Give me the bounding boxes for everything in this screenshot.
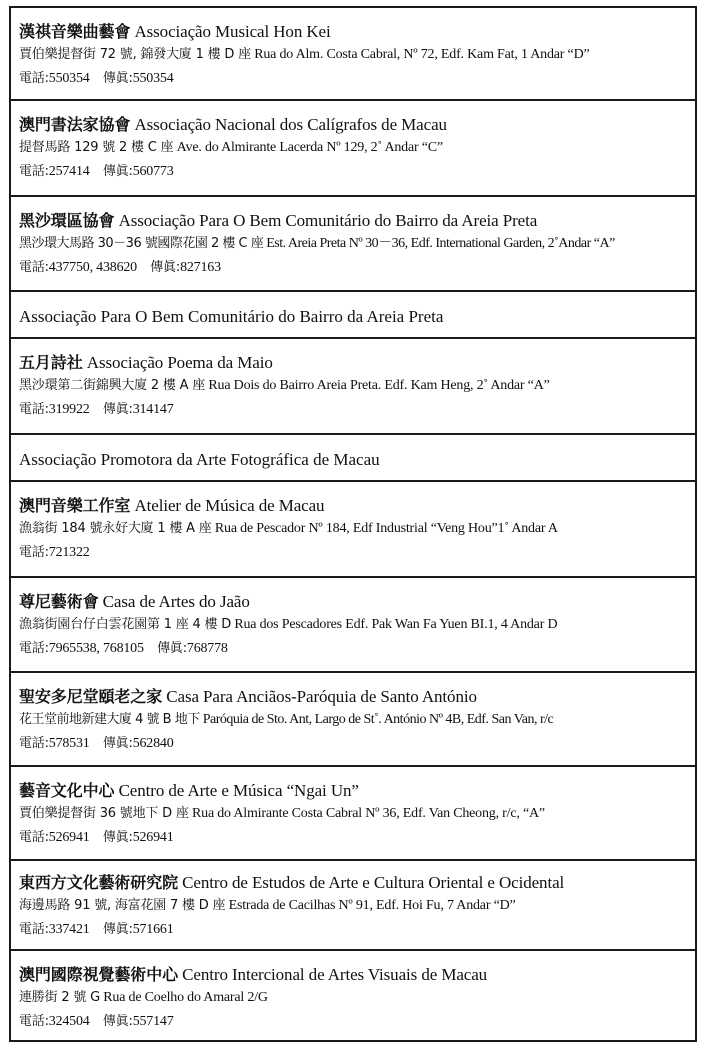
tel-number: 437750, 438620 [48,260,137,275]
entry-title [19,963,687,986]
directory-entry [11,482,695,578]
fax-number: 562840 [132,736,174,751]
entry-address-portuguese: Rua do Alm. Costa Cabral, Nº 72, Edf. Kam Fat, 1 Andar “D” [254,47,590,62]
directory-entry [11,197,695,292]
entry-address [19,374,687,398]
entry-title [19,590,687,613]
entry-title [19,351,687,374]
entry-title [19,494,687,517]
tel-number: 324504 [48,1014,90,1029]
directory-entry [11,101,695,197]
fax-label: 傳眞: [102,922,133,937]
tel-label: 電話: [19,260,49,275]
entry-name-portuguese: Centro de Estudos de Arte e Cultura Oriental e Ocidental [182,873,565,892]
fax-label: 傳眞: [102,71,133,86]
directory-frame [9,6,697,1042]
directory-entry [11,673,695,767]
tel-label: 電話: [19,402,49,417]
tel-number: 319922 [48,402,90,417]
entry-address-chinese: 賈伯樂提督街 36 號地下 D 座 [19,806,189,821]
directory-entry [11,578,695,673]
directory-entry [11,767,695,861]
entry-name-chinese: 東西方文化藝術研究院 [19,873,179,892]
entry-name-portuguese: Associação Musical Hon Kei [134,22,331,41]
entry-name-portuguese: Centro de Arte e Música “Ngai Un” [118,781,359,800]
entry-contact [19,67,687,91]
entry-title [19,113,687,136]
entry-address-portuguese: Rua de Pescador Nº 184, Edf Industrial “Veng Hou”1˚ Andar A [214,521,558,536]
fax-label: 傳眞: [150,260,181,275]
tel-number: 257414 [48,164,90,179]
entry-address-chinese: 賈伯樂提督街 72 號, 錦發大廈 1 樓 D 座 [19,47,251,62]
entry-address [19,517,687,541]
entry-address [19,708,687,732]
entry-address [19,613,687,637]
entry-name-chinese: 藝音文化中心 [19,781,115,800]
entry-address [19,986,687,1010]
entry-name-portuguese: Associação Promotora da Arte Fotográfica de Macau [19,450,380,469]
entry-address-chinese: 黑沙環第二街錦興大廈 2 樓 A 座 [19,378,206,393]
entry-address-portuguese: Rua do Almirante Costa Cabral Nº 36, Edf. Van Cheong, r/c, “A” [192,806,545,821]
tel-number: 7965538, 768105 [48,641,144,656]
fax-label: 傳眞: [157,641,187,656]
tel-label: 電話: [19,164,49,179]
entry-address-portuguese: Rua Dois do Bairro Areia Preta. Edf. Kam Heng, 2˚ Andar “A” [208,378,550,393]
directory-entry [11,8,695,101]
tel-label: 電話: [19,736,49,751]
entry-title [19,685,687,708]
entry-contact [19,1010,687,1034]
tel-label: 電話: [19,830,49,845]
entry-title [19,871,687,894]
entry-name-portuguese: Casa Para Anciãos-Paróquia de Santo António [166,687,477,706]
directory-entry [11,951,695,1040]
tel-label: 電話: [19,641,49,656]
entry-address-chinese: 黑沙環大馬路 30－36 號國際花園 2 樓 C 座 [19,236,264,251]
entry-address-portuguese: Est. Areia Preta Nº 30－36, Edf. International Garden, 2˚Andar “A” [266,236,615,251]
entry-address-chinese: 花王堂前地新建大廈 4 號 B 地下 [19,712,200,727]
tel-label: 電話: [19,545,49,560]
entry-address-portuguese: Rua de Coelho do Amaral 2/G [103,990,268,1005]
entry-name-portuguese: Casa de Artes do Jaão [102,592,250,611]
entry-name-chinese: 黑沙環區協會 [19,211,115,230]
fax-label: 傳眞: [102,164,133,179]
fax-number: 314147 [132,402,174,417]
entry-contact [19,398,687,422]
entry-address-portuguese: Ave. do Almirante Lacerda Nº 129, 2˚ Andar “C” [176,140,443,155]
directory-entry [11,292,695,339]
entry-address [19,136,687,160]
entry-contact [19,637,687,661]
entry-name-portuguese: Associação Nacional dos Calígrafos de Macau [134,115,447,134]
fax-number: 560773 [132,164,174,179]
tel-number: 526941 [48,830,90,845]
entry-address-chinese: 漁翁街 184 號永好大廈 1 樓 A 座 [19,521,212,536]
entry-title [19,209,687,232]
entry-contact [19,826,687,850]
entry-name-portuguese: Associação Para O Bem Comunitário do Bairro da Areia Preta [19,307,444,326]
entry-address-chinese: 提督馬路 129 號 2 樓 C 座 [19,140,174,155]
entry-address-chinese: 連勝街 2 號 G [19,990,100,1005]
directory-entry [11,339,695,435]
tel-number: 721322 [48,545,90,560]
entry-name-portuguese: Associação Para O Bem Comunitário do Bairro da Areia Preta [118,211,538,230]
fax-number: 557147 [132,1014,174,1029]
entry-name-chinese: 澳門音樂工作室 [19,496,131,515]
entry-address-chinese: 海邊馬路 91 號, 海富花園 7 樓 D 座 [19,898,226,913]
entry-contact [19,918,687,942]
entry-name-chinese: 澳門國際視覺藝術中心 [19,965,179,984]
entry-name-chinese: 澳門書法家協會 [19,115,131,134]
entry-name-chinese: 五月詩社 [19,353,83,372]
tel-number: 337421 [48,922,90,937]
entry-name-chinese: 漢祺音樂曲藝會 [19,22,131,41]
entry-title [19,779,687,802]
fax-label: 傳眞: [102,830,133,845]
entry-name-portuguese: Centro Intercional de Artes Visuais de Macau [182,965,488,984]
tel-label: 電話: [19,71,49,86]
entry-contact [19,732,687,756]
entry-address-chinese: 漁翁街園台仔白雲花園第 1 座 4 樓 D [19,617,232,632]
tel-number: 550354 [48,71,90,86]
entry-name-portuguese: Associação Poema da Maio [86,353,273,372]
tel-label: 電話: [19,1014,49,1029]
entry-address [19,232,687,256]
entry-address-portuguese: Paróquia de Sto. Ant, Largo de St˚. António Nº 4B, Edf. San Van, r/c [202,712,554,727]
entry-contact [19,160,687,184]
entry-name-chinese: 聖安多尼堂頤老之家 [19,687,163,706]
directory-entry [11,861,695,951]
fax-number: 526941 [132,830,174,845]
directory-entry [11,435,695,482]
tel-number: 578531 [48,736,90,751]
fax-number: 571661 [132,922,174,937]
tel-label: 電話: [19,922,49,937]
entry-name-chinese: 尊尼藝術會 [19,592,99,611]
entry-address [19,894,687,918]
entry-address [19,43,687,67]
fax-number: 768778 [186,641,228,656]
entry-address-portuguese: Rua dos Pescadores Edf. Pak Wan Fa Yuen BI.1, 4 Andar D [234,617,558,632]
fax-label: 傳眞: [102,402,133,417]
fax-number: 827163 [180,260,221,275]
fax-number: 550354 [132,71,174,86]
entry-address-portuguese: Estrada de Cacilhas Nº 91, Edf. Hoi Fu, 7 Andar “D” [228,898,516,913]
entry-address [19,802,687,826]
fax-label: 傳眞: [102,736,133,751]
entry-title [19,20,687,43]
entry-name-portuguese: Atelier de Música de Macau [134,496,325,515]
entry-contact [19,541,687,565]
fax-label: 傳眞: [102,1014,133,1029]
entry-contact [19,256,687,280]
